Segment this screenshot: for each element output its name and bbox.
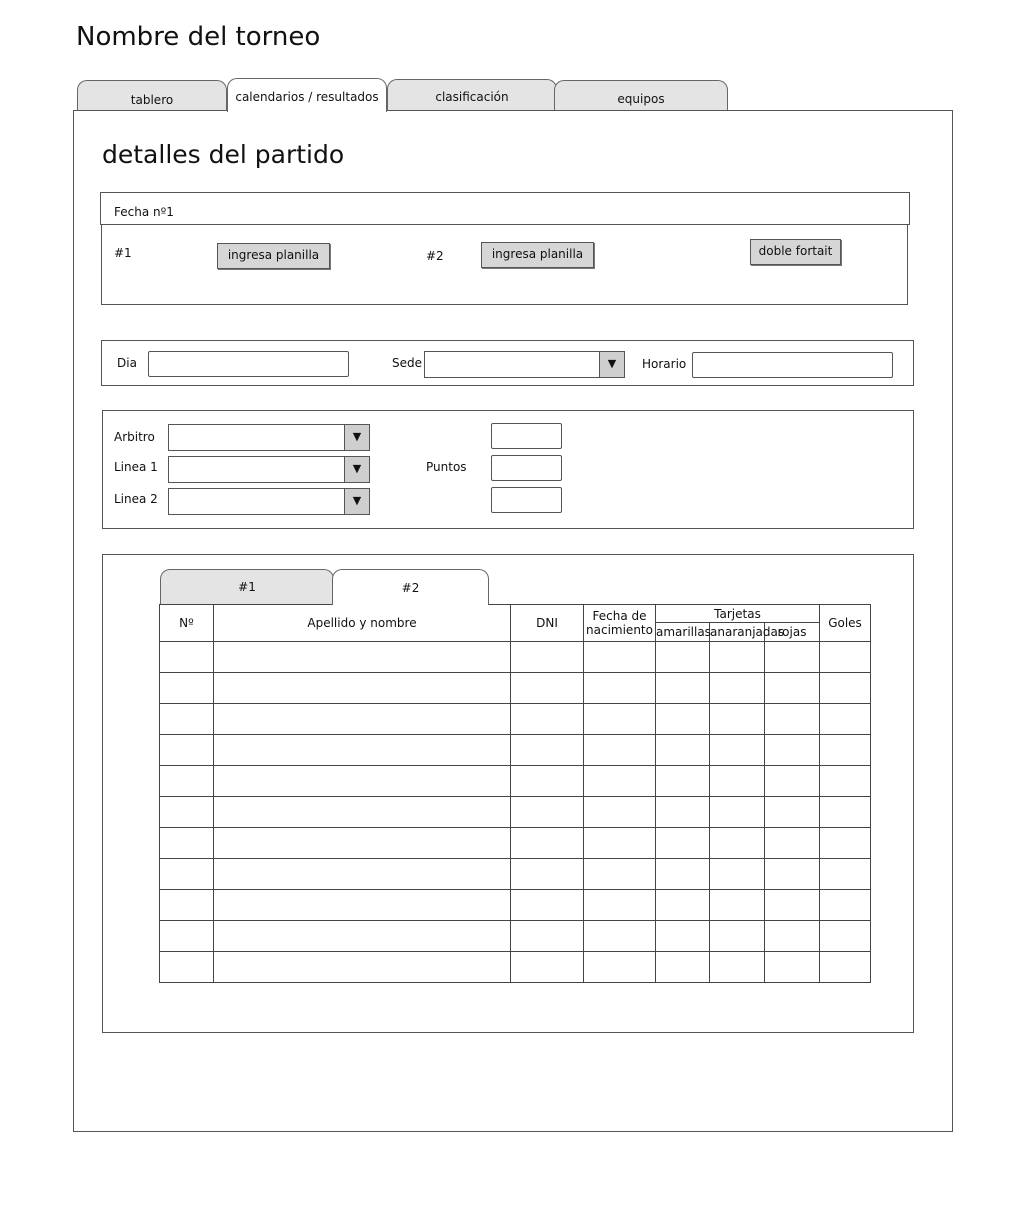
chevron-down-icon[interactable]: ▼: [344, 489, 369, 514]
table-cell[interactable]: [710, 952, 765, 983]
header-yellow: amarillas: [656, 623, 710, 642]
table-cell[interactable]: [765, 828, 820, 859]
table-cell[interactable]: [656, 828, 710, 859]
table-cell[interactable]: [160, 766, 214, 797]
table-cell[interactable]: [584, 735, 656, 766]
table-cell[interactable]: [820, 952, 871, 983]
roster-tab-2[interactable]: #2: [332, 569, 489, 605]
table-cell[interactable]: [765, 890, 820, 921]
table-row: [160, 766, 871, 797]
table-cell[interactable]: [820, 921, 871, 952]
chevron-down-icon[interactable]: ▼: [344, 457, 369, 482]
table-row: [160, 921, 871, 952]
table-cell[interactable]: [710, 673, 765, 704]
table-cell[interactable]: [710, 921, 765, 952]
table-cell[interactable]: [584, 859, 656, 890]
table-cell[interactable]: [584, 828, 656, 859]
table-cell[interactable]: [511, 673, 584, 704]
ingresa-planilla-button-1[interactable]: ingresa planilla: [217, 243, 330, 269]
table-cell[interactable]: [511, 766, 584, 797]
roster-tab-1[interactable]: #1: [160, 569, 334, 605]
table-cell[interactable]: [160, 890, 214, 921]
page-heading: detalles del partido: [102, 140, 345, 169]
table-cell[interactable]: [160, 828, 214, 859]
table-cell[interactable]: [160, 952, 214, 983]
table-cell[interactable]: [511, 828, 584, 859]
table-cell[interactable]: [584, 642, 656, 673]
team1-label: #1: [114, 246, 132, 260]
table-cell[interactable]: [160, 859, 214, 890]
header-cards: Tarjetas: [656, 605, 820, 623]
table-cell[interactable]: [160, 735, 214, 766]
header-dni: DNI: [511, 605, 584, 642]
ingresa-planilla-button-2[interactable]: ingresa planilla: [481, 242, 594, 268]
table-row: [160, 673, 871, 704]
table-cell[interactable]: [710, 828, 765, 859]
table-cell[interactable]: [584, 704, 656, 735]
table-cell[interactable]: [511, 890, 584, 921]
table-cell[interactable]: [656, 859, 710, 890]
table-cell[interactable]: [160, 673, 214, 704]
table-cell[interactable]: [160, 921, 214, 952]
tab-tablero[interactable]: tablero: [77, 80, 227, 112]
table-cell[interactable]: [656, 735, 710, 766]
tab-equipos[interactable]: equipos: [554, 80, 728, 112]
table-cell[interactable]: [765, 642, 820, 673]
arbitro-label: Arbitro: [114, 430, 155, 444]
table-row: [160, 828, 871, 859]
puntos-label: Puntos: [426, 460, 467, 474]
table-cell[interactable]: [214, 859, 511, 890]
puntos-input-3[interactable]: [491, 487, 562, 513]
table-cell[interactable]: [511, 921, 584, 952]
table-cell[interactable]: [765, 673, 820, 704]
table-cell[interactable]: [511, 859, 584, 890]
dia-label: Dia: [117, 356, 137, 370]
table-cell[interactable]: [214, 735, 511, 766]
table-cell[interactable]: [214, 642, 511, 673]
table-cell[interactable]: [511, 704, 584, 735]
table-cell[interactable]: [765, 704, 820, 735]
roster-body: [160, 642, 871, 983]
table-cell[interactable]: [656, 797, 710, 828]
table-row: [160, 890, 871, 921]
table-cell[interactable]: [820, 704, 871, 735]
table-cell[interactable]: [584, 797, 656, 828]
table-cell[interactable]: [584, 890, 656, 921]
table-cell[interactable]: [656, 890, 710, 921]
header-goals: Goles: [820, 605, 871, 642]
table-cell[interactable]: [765, 921, 820, 952]
table-cell[interactable]: [765, 766, 820, 797]
table-row: [160, 735, 871, 766]
table-cell[interactable]: [710, 859, 765, 890]
table-row: [160, 704, 871, 735]
puntos-input-1[interactable]: [491, 423, 562, 449]
table-cell[interactable]: [656, 952, 710, 983]
header-orange: anaranjadas: [710, 623, 765, 642]
tournament-title: Nombre del torneo: [76, 22, 321, 52]
linea2-label: Linea 2: [114, 492, 158, 506]
table-cell[interactable]: [584, 673, 656, 704]
table-cell[interactable]: [765, 859, 820, 890]
table-cell[interactable]: [656, 642, 710, 673]
table-cell[interactable]: [511, 735, 584, 766]
officials-box: [102, 410, 914, 529]
table-row: [160, 952, 871, 983]
horario-label: Horario: [642, 357, 687, 371]
table-cell[interactable]: [820, 766, 871, 797]
header-birth: Fecha de nacimiento: [584, 605, 656, 642]
table-cell[interactable]: [160, 642, 214, 673]
fecha-header: [100, 192, 910, 225]
tab-clasificacion[interactable]: clasificación: [387, 79, 557, 111]
table-cell[interactable]: [214, 828, 511, 859]
table-cell[interactable]: [656, 921, 710, 952]
puntos-input-2[interactable]: [491, 455, 562, 481]
table-cell[interactable]: [214, 766, 511, 797]
table-cell[interactable]: [820, 828, 871, 859]
table-cell[interactable]: [511, 952, 584, 983]
table-cell[interactable]: [160, 704, 214, 735]
table-cell[interactable]: [710, 766, 765, 797]
table-cell[interactable]: [710, 735, 765, 766]
table-cell[interactable]: [214, 797, 511, 828]
linea2-select[interactable]: [168, 488, 370, 515]
table-cell[interactable]: [214, 673, 511, 704]
linea1-select[interactable]: [168, 456, 370, 483]
doble-forfait-button[interactable]: doble fortait: [750, 239, 841, 265]
table-cell[interactable]: [820, 642, 871, 673]
table-row: [160, 859, 871, 890]
sede-select[interactable]: [424, 351, 625, 378]
table-cell[interactable]: [820, 890, 871, 921]
table-cell[interactable]: [710, 797, 765, 828]
table-cell[interactable]: [820, 673, 871, 704]
tab-calendarios-resultados[interactable]: calendarios / resultados: [227, 78, 387, 112]
horario-input[interactable]: [692, 352, 893, 378]
match-teams-box: [101, 224, 908, 305]
header-num: Nº: [160, 605, 214, 642]
table-cell[interactable]: [820, 797, 871, 828]
table-cell[interactable]: [214, 704, 511, 735]
table-cell[interactable]: [656, 704, 710, 735]
table-cell[interactable]: [511, 642, 584, 673]
table-cell[interactable]: [820, 735, 871, 766]
table-cell[interactable]: [656, 766, 710, 797]
table-cell[interactable]: [820, 859, 871, 890]
linea1-label: Linea 1: [114, 460, 158, 474]
table-cell[interactable]: [584, 952, 656, 983]
chevron-down-icon[interactable]: ▼: [344, 425, 369, 450]
table-row: [160, 642, 871, 673]
table-row: [160, 797, 871, 828]
table-cell[interactable]: [765, 952, 820, 983]
table-cell[interactable]: [584, 766, 656, 797]
dia-input[interactable]: [148, 351, 349, 377]
sede-label: Sede: [392, 356, 422, 370]
roster-table: [159, 604, 871, 983]
fecha-label: Fecha nº1: [114, 205, 174, 219]
header-name: Apellido y nombre: [214, 605, 511, 642]
table-cell[interactable]: [710, 642, 765, 673]
table-cell[interactable]: [214, 952, 511, 983]
table-cell[interactable]: [214, 921, 511, 952]
table-cell[interactable]: [656, 673, 710, 704]
table-cell[interactable]: [765, 735, 820, 766]
table-cell[interactable]: [584, 921, 656, 952]
team2-label: #2: [426, 249, 444, 263]
table-cell[interactable]: [765, 797, 820, 828]
table-cell[interactable]: [710, 890, 765, 921]
table-cell[interactable]: [160, 797, 214, 828]
arbitro-select[interactable]: [168, 424, 370, 451]
chevron-down-icon[interactable]: ▼: [599, 352, 624, 377]
header-red: rojas: [765, 623, 820, 642]
table-cell[interactable]: [710, 704, 765, 735]
table-cell[interactable]: [511, 797, 584, 828]
table-cell[interactable]: [214, 890, 511, 921]
match-details-box: [101, 340, 914, 386]
